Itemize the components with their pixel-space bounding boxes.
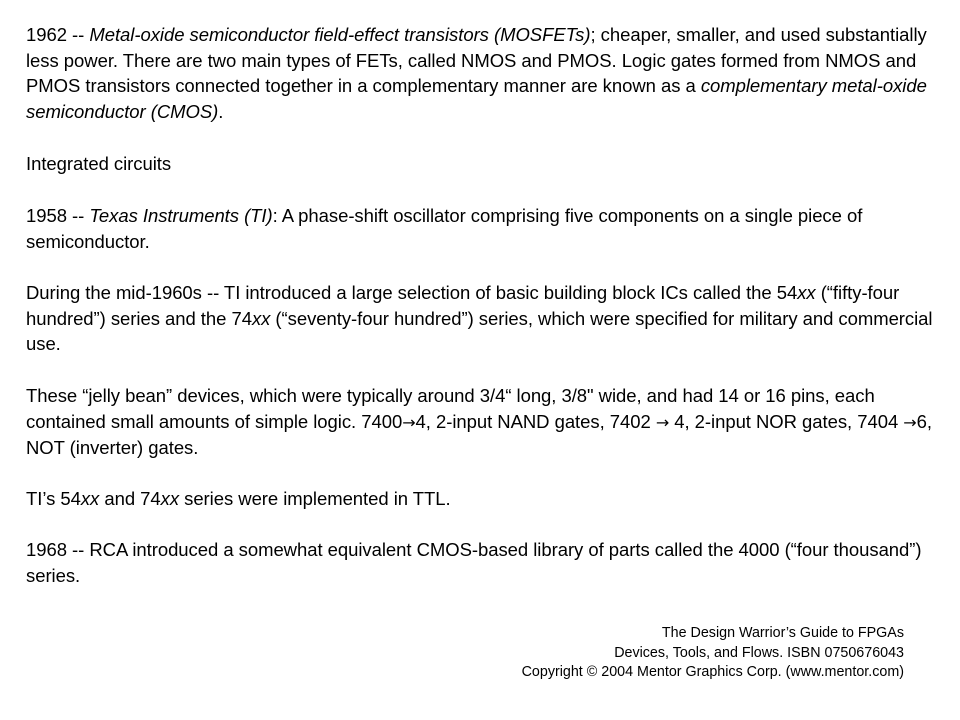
cmos-term: complementary metal-oxide semiconductor (CMOS) <box>26 75 927 122</box>
right-arrow-icon: → <box>402 412 416 432</box>
mid60s-xx-1: xx <box>797 282 816 303</box>
ttl-text-1: TI’s 54 <box>26 488 81 509</box>
mosfet-year: 1962 -- <box>26 24 90 45</box>
mosfet-name: Metal-oxide semiconductor field-effect transistors (MOSFETs) <box>89 24 591 45</box>
ti-name: Texas Instruments (TI) <box>89 205 273 226</box>
ttl-text-2: and 74 <box>99 488 161 509</box>
credit-line-3: Copyright © 2004 Mentor Graphics Corp. (www.mentor.com) <box>521 664 904 680</box>
ttl-xx-1: xx <box>80 488 100 509</box>
credit-footer <box>522 624 904 683</box>
right-arrow-icon: → <box>903 412 917 432</box>
mosfet-text: ; cheaper, smaller, and used substantially less power. There are two main types of FETs, called NMOS and PMOS. Logic gates formed from NMOS and PMOS transistors connected together in a complementary manner are known as a <box>26 24 927 96</box>
jellybean-text-1: These “jelly bean” devices, which were typically around 3/4“ long, 3/8" wide, and had 14 or 16 pins, each contained small amounts of simple logic. 7400 <box>26 385 875 432</box>
mosfet-end: . <box>218 100 224 122</box>
mid60s-text-2: (“fifty-four hundred”) series and the 74 <box>26 282 900 329</box>
mid-1960s-paragraph <box>26 280 941 357</box>
ttl-paragraph <box>26 486 941 512</box>
jellybean-text-2: 4, 2-input NAND gates, 7402 <box>415 410 656 432</box>
jelly-bean-paragraph <box>26 383 941 461</box>
jellybean-text-3: 4, 2-input NOR gates, 7404 <box>669 410 904 432</box>
rca-paragraph: 1968 -- RCA introduced a somewhat equivalent CMOS-based library of parts called the 4000 (“four thousand”) series. <box>26 539 922 586</box>
jellybean-text-4: 6, NOT (inverter) gates. <box>26 410 932 458</box>
credit-line-2: Devices, Tools, and Flows. ISBN 0750676043 <box>614 644 904 661</box>
ttl-xx-2: xx <box>160 488 180 509</box>
ttl-text-3: series were implemented in TTL. <box>179 488 451 509</box>
mid60s-text-1: During the mid-1960s -- TI introduced a large selection of basic building block ICs called the 54 <box>26 282 798 303</box>
mosfet-paragraph <box>26 22 941 124</box>
mid60s-xx-2: xx <box>251 307 271 329</box>
ti-text: : A phase-shift oscillator comprising five components on a single piece of semiconductor. <box>26 205 863 252</box>
ti-year: 1958 -- <box>26 205 90 226</box>
ti-paragraph <box>26 203 941 254</box>
integrated-circuits-heading: Integrated circuits <box>26 153 172 174</box>
credit-line-1: The Design Warrior’s Guide to FPGAs <box>661 625 904 641</box>
mid60s-text-3: (“seventy-four hundred”) series, which were specified for military and commercial use. <box>26 307 933 354</box>
right-arrow-icon: → <box>655 412 670 432</box>
